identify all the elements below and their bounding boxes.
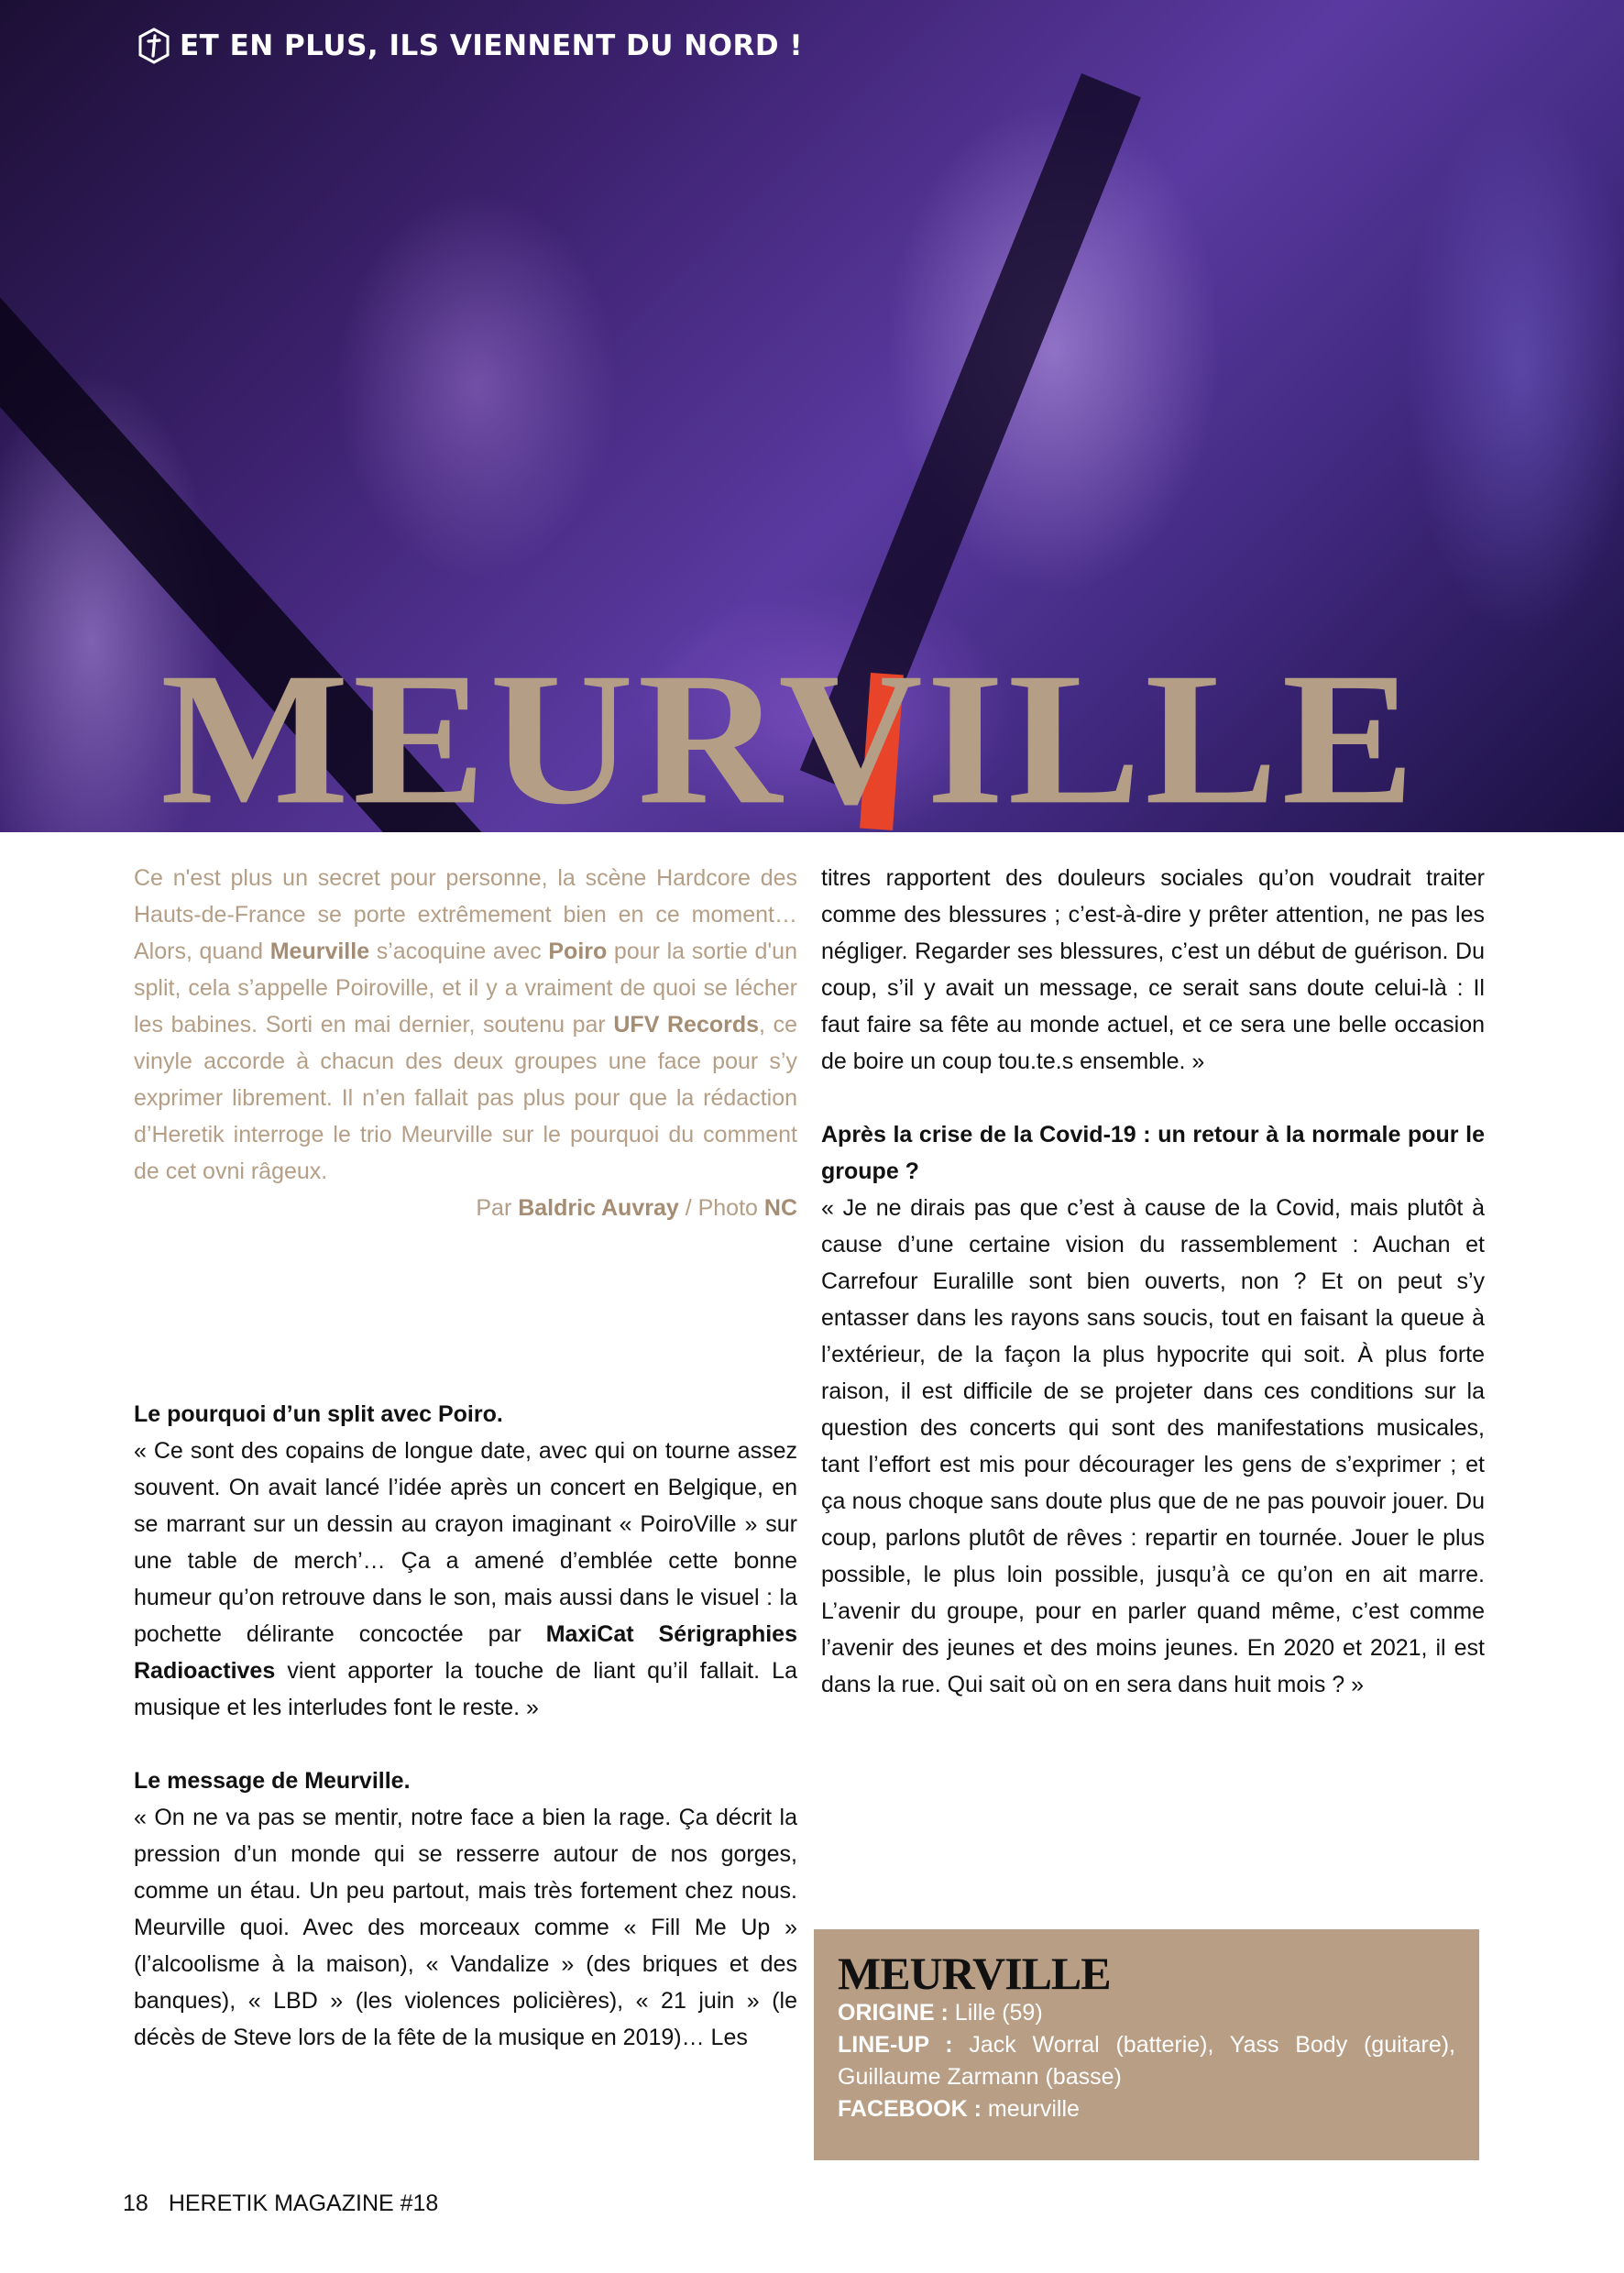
page-footer [123, 2191, 438, 2217]
info-value: meurville [981, 2096, 1080, 2122]
info-row-facebook [838, 2093, 1455, 2125]
byline-photo-credit: NC [763, 1195, 797, 1221]
info-value: Lille (59) [948, 2000, 1043, 2026]
section-kicker [137, 27, 803, 64]
intro-text: , ce vinyle accorde à chacun des deux groupes une face pour s’y exprimer librement. Il n’en fallait pas plus pour que la rédaction d’Heretik interroge le trio Meurville sur le pourquoi du comment de cet ovni râgeux. [134, 1012, 797, 1184]
page-title: MEURVILLE [160, 634, 1419, 832]
byline-separator: / Photo [678, 1195, 764, 1221]
publication-name: HERETIK MAGAZINE #18 [168, 2191, 439, 2216]
label-name-bold: UFV Records [613, 1012, 760, 1038]
byline-prefix: Par [476, 1195, 519, 1221]
answer-text: vient apporter la touche de liant qu’il fallait. La musique et les interludes font le reste. » [134, 1658, 797, 1720]
question-heading: Après la crise de la Covid-19 : un retour à la normale pour le groupe ? [821, 1122, 1485, 1184]
page-number: 18 [123, 2191, 148, 2216]
artist-name-bold: MaxiCat Sérigraphies Radioactives [134, 1621, 797, 1684]
band-name-bold: Meurville [269, 939, 370, 964]
info-label: LINE-UP : [838, 2032, 953, 2058]
intro-text: pour la sortie d'un split, cela s’appelle Poiroville, et il y a vraiment de quoi se lécher les babines. Sorti en mai dernier, soutenu par [134, 939, 797, 1038]
intro-paragraph [134, 860, 797, 1226]
interview-right-column [821, 860, 1485, 1703]
interview-left-column [134, 1396, 797, 2056]
kicker-text: ET EN PLUS, ILS VIENNENT DU NORD ! [180, 29, 804, 62]
byline-author: Baldric Auvray [518, 1195, 679, 1221]
byline [134, 1190, 797, 1226]
answer-paragraph: « Je ne dirais pas que c’est à cause de la Covid, mais plutôt à cause d’une certaine vision du rassemblement : Auchan et Carrefour Euralille sont bien ouverts, non ? Et on peut s’y entasser dans les rayons sans soucis, tout en faisant la queue à l’extérieur, de la façon la plus hypocrite qui soit. À plus forte raison, il est difficile de se projeter dans ces conditions sur la question des concerts qui sont des manifestations musicales, tant l’effort est mis pour décourager les gens de s’exprimer ; et ça nous choque sans doute plus que de ne pas pouvoir jouer. Du coup, parlons plutôt de rêves : repartir en tournée. Jouer le plus possible, le plus loin possible, jusqu’à ce qu’on en ait marre. L’avenir du groupe, pour en parler quand même, c’est comme l’avenir des jeunes et des moins jeunes. En 2020 et 2021, il est dans la rue. Qui sait où on en sera dans huit mois ? » [821, 1195, 1485, 1697]
info-label: ORIGINE : [838, 2000, 949, 2026]
heretik-hexagon-cross-icon [137, 27, 170, 64]
info-label: FACEBOOK : [838, 2096, 982, 2122]
answer-paragraph: « On ne va pas se mentir, notre face a bien la rage. Ça décrit la pression d’un monde qui se resserre autour de nos gorges, comme un étau. Un peu partout, mais très fortement chez nous. Meurville quoi. Avec des morceaux comme « Fill Me Up » (l’alcoolisme à la maison), « Vandalize » (des briques et des banques), « LBD » (les violences policières), « 21 juin » (le décès de Steve lors de la fête de la musique en 2019)… Les [134, 1805, 797, 2050]
info-value: Jack Worral (batterie), Yass Body (guitare), Guillaume Zarmann (basse) [838, 2032, 1455, 2090]
intro-text: Ce n'est plus un secret pour personne, la scène Hardcore des Hauts-de-France se porte extrêmement bien en ce moment… Alors, quand [134, 865, 797, 964]
answer-text: « Ce sont des copains de longue date, avec qui on tourne assez souvent. On avait lancé l’idée après un concert en Belgique, en se marrant sur un dessin au crayon imaginant « PoiroVille » sur une table de merch’… Ça a amené d’emblée cette bonne humeur qu’on retrouve dans le son, mais aussi dans le visuel : la pochette délirante concoctée par [134, 1438, 797, 1647]
intro-text: s’acoquine avec [369, 939, 549, 964]
answer-paragraph [134, 1433, 797, 1726]
question-heading: Le pourquoi d’un split avec Poiro. [134, 1401, 503, 1427]
band-info-box [814, 1929, 1479, 2160]
info-box-title: MEURVILLE [838, 1948, 1111, 1999]
info-row-lineup [838, 2029, 1455, 2093]
answer-paragraph: titres rapportent des douleurs sociales qu’on voudrait traiter comme des blessures ; c’est-à-dire y prêter attention, ne pas les négliger. Regarder ses blessures, c’est un début de guérison. Du coup, s’il y avait un message, ce serait sans doute celui-là : Il faut faire sa fête au monde actuel, et ce sera une belle occasion de boire un coup tou.te.s ensemble. » [821, 865, 1485, 1074]
info-row-origine [838, 1997, 1455, 2029]
question-heading: Le message de Meurville. [134, 1768, 411, 1794]
band-name-bold: Poiro [548, 939, 608, 964]
hero-photo [0, 0, 1624, 832]
